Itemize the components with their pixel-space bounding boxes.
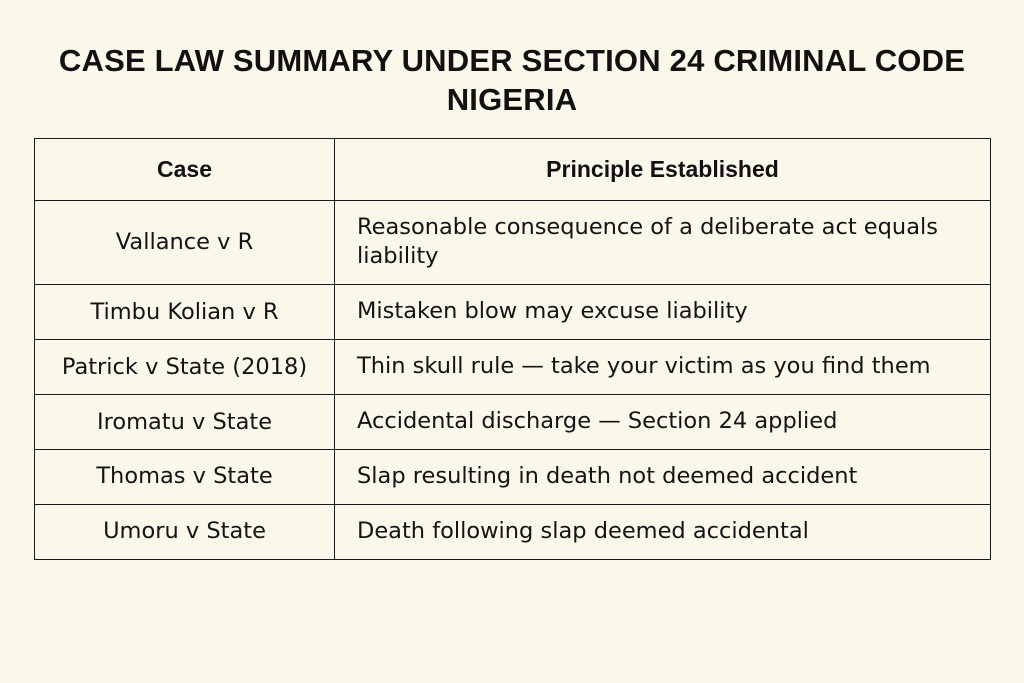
table-row (35, 450, 991, 505)
column-header-principle: Principle Established (335, 138, 991, 200)
table-row (35, 505, 991, 560)
cell-principle: Reasonable consequence of a deliberate act equals liability (335, 200, 991, 285)
cell-case: Umoru v State (35, 505, 335, 560)
table-header (35, 138, 991, 200)
cell-principle: Thin skull rule — take your victim as you find them (335, 340, 991, 395)
cell-case: Thomas v State (35, 450, 335, 505)
case-law-summary-table (34, 138, 991, 560)
table-row (35, 200, 991, 285)
cell-principle: Death following slap deemed accidental (335, 505, 991, 560)
cell-case: Vallance v R (35, 200, 335, 285)
cell-principle: Mistaken blow may excuse liability (335, 285, 991, 340)
page-title: CASE LAW SUMMARY UNDER SECTION 24 CRIMINAL CODE NIGERIA (58, 43, 966, 117)
table-row (35, 340, 991, 395)
cell-principle: Slap resulting in death not deemed accident (335, 450, 991, 505)
cell-principle: Accidental discharge — Section 24 applied (335, 395, 991, 450)
cell-case: Patrick v State (2018) (35, 340, 335, 395)
table-header-row (35, 138, 991, 200)
table-row (35, 395, 991, 450)
cell-case: Timbu Kolian v R (35, 285, 335, 340)
table-body (35, 200, 991, 559)
cell-case: Iromatu v State (35, 395, 335, 450)
table-row (35, 285, 991, 340)
column-header-case: Case (35, 138, 335, 200)
